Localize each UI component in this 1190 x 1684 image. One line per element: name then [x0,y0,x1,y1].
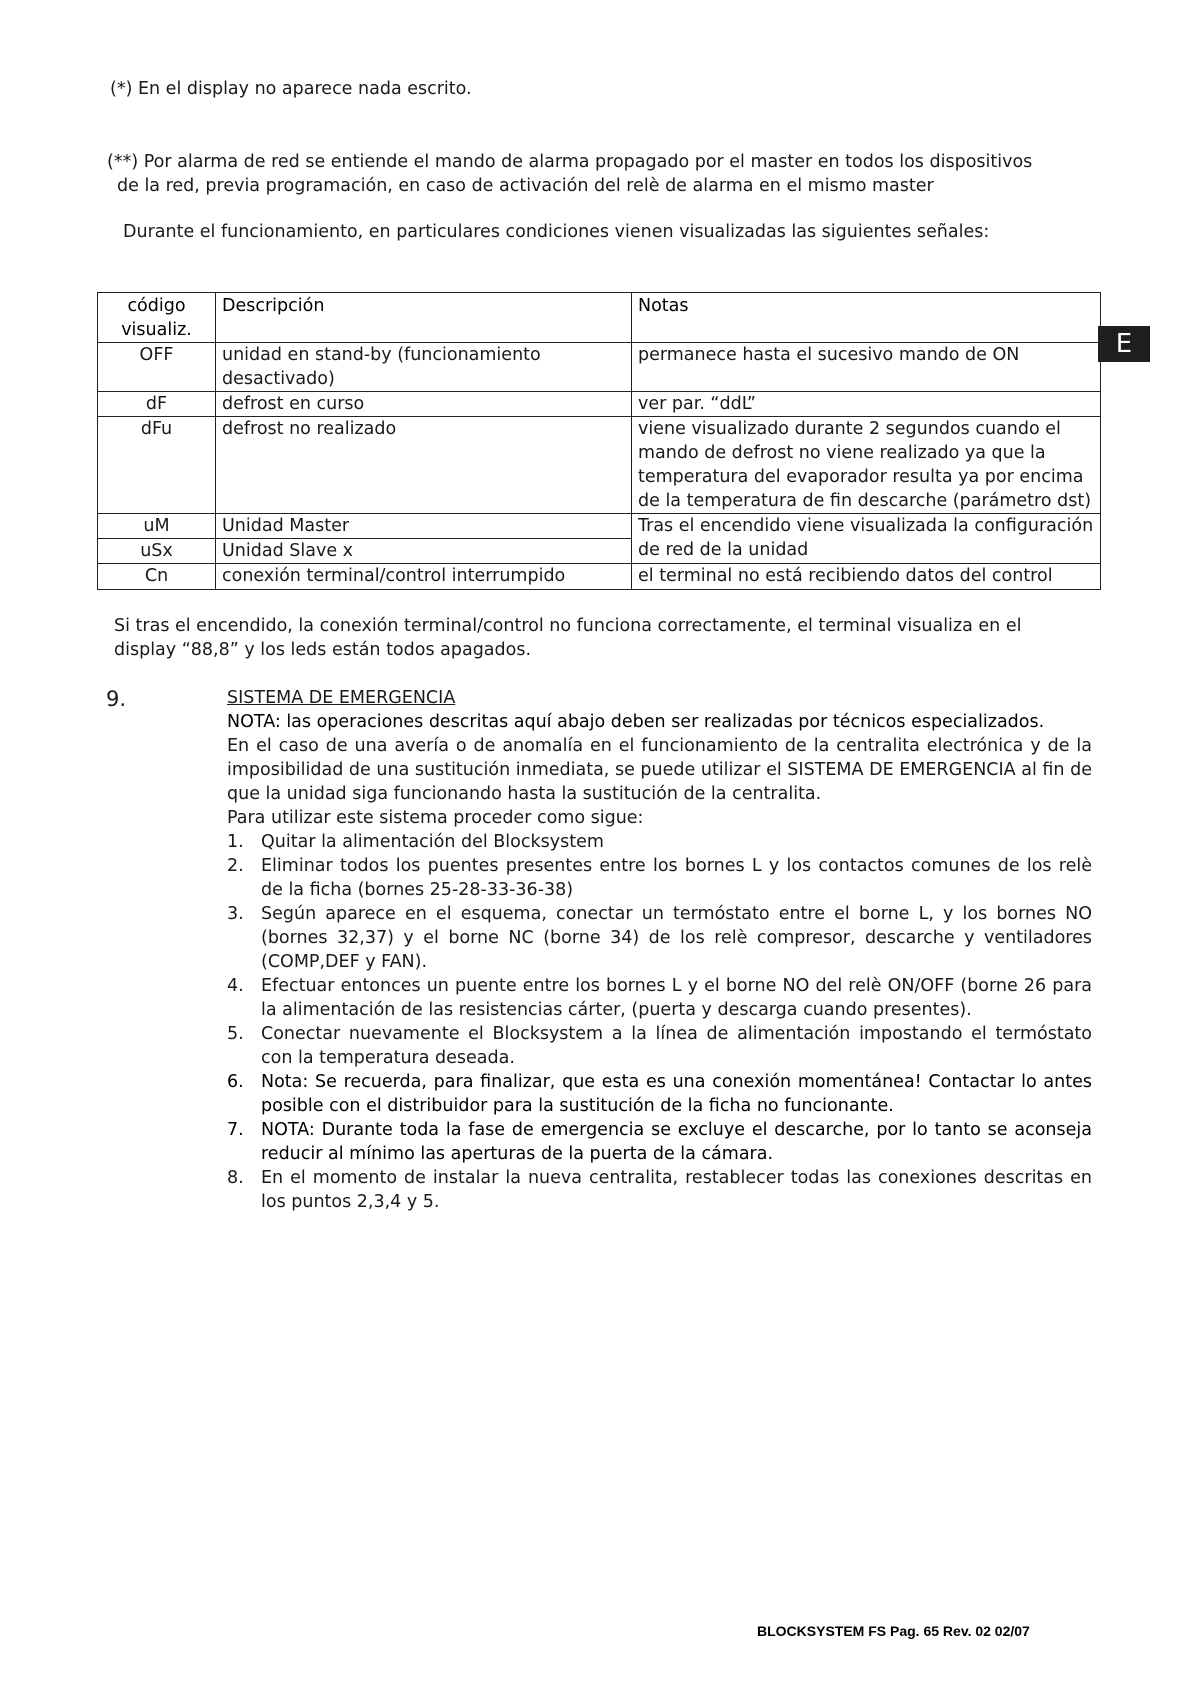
step-text: NOTA: Durante toda la fase de emergencia se excluye el descarche, por lo tanto se aconseja reducir al mínimo las aperturas de la puerta de la cámara. [261,1120,1092,1164]
step-number: 6. [227,1072,244,1092]
step-text: Nota: Se recuerda, para finalizar, que esta es una conexión momentánea! Contactar lo antes posible con el distribuidor para la sustitución de la ficha no funcionante. [261,1072,1092,1116]
header-code-line2: visualiz. [121,320,192,340]
signals-intro: Durante el funcionamiento, en particulares condiciones vienen visualizadas las siguientes señales: [123,222,990,242]
header-description: Descripción [216,293,632,343]
step-number: 5. [227,1024,244,1044]
list-item [227,1118,1092,1166]
step-text: Quitar la alimentación del Blocksystem [261,832,604,852]
notes-cell: ver par. “ddL” [632,392,1101,417]
list-item [227,1166,1092,1214]
procedure-steps [227,830,1092,1214]
code-cell: OFF [98,343,216,392]
step-number: 8. [227,1168,244,1188]
code-cell: dF [98,392,216,417]
description-cell: defrost no realizado [216,417,632,514]
footnote-display: (*) En el display no aparece nada escrito. [110,79,472,99]
code-cell: Cn [98,564,216,590]
notes-cell: permanece hasta el sucesivo mando de ON [632,343,1101,392]
step-text: Efectuar entonces un puente entre los bornes L y el borne NO del relè ON/OFF (borne 26 para la alimentación de las resistencias cárter, (puerta y descarga cuando presentes). [261,976,1092,1020]
code-cell: dFu [98,417,216,514]
footnote-network-alarm-line2: de la red, previa programación, en caso de activación del relè de alarma en el mismo master [117,176,934,196]
table-row [98,564,1101,590]
footnote-network-alarm-line1: (**) Por alarma de red se entiende el mando de alarma propagado por el master en todos los dispositivos [107,152,1033,172]
table-row [98,343,1101,392]
header-code [98,293,216,343]
description-cell: Unidad Master [216,514,632,539]
step-text: En el momento de instalar la nueva centralita, restablecer todas las conexiones descritas en los puntos 2,3,4 y 5. [261,1168,1092,1212]
language-tab: E [1098,326,1150,362]
list-item [227,1070,1092,1118]
notes-cell: el terminal no está recibiendo datos del control [632,564,1101,590]
code-cell: uSx [98,539,216,564]
step-number: 4. [227,976,244,996]
table-row [98,514,1101,539]
description-cell: unidad en stand-by (funcionamiento desactivado) [216,343,632,392]
step-number: 7. [227,1120,244,1140]
description-cell: conexión terminal/control interrumpido [216,564,632,590]
description-cell: Unidad Slave x [216,539,632,564]
step-text: Eliminar todos los puentes presentes entre los bornes L y los contactos comunes de los relè de la ficha (bornes 25-28-33-36-38) [261,856,1092,900]
section-title: SISTEMA DE EMERGENCIA [227,688,456,708]
list-item [227,1022,1092,1070]
section-paragraph: En el caso de una avería o de anomalía en el funcionamiento de la centralita electrónica y de la imposibilidad de una sustitución inmediata, se puede utilizar el SISTEMA DE EMERGENCIA al fin de que la unidad siga funcionando hasta la sustitución de la centralita. [227,736,1092,804]
header-notes: Notas [632,293,1101,343]
header-code-line1: código [127,296,186,316]
table-header-row [98,293,1101,343]
step-number: 3. [227,904,244,924]
step-text: Conectar nuevamente el Blocksystem a la línea de alimentación impostando el termóstato con la temperatura deseada. [261,1024,1092,1068]
notes-cell: viene visualizado durante 2 segundos cuando el mando de defrost no viene realizado ya que la temperatura del evaporador resulta ya por encima de la temperatura de fin descarche (parámetro dst) [632,417,1101,514]
footnote-network-alarm [107,150,1087,198]
list-item [227,974,1092,1022]
table-row [98,417,1101,514]
emergency-section [227,686,1092,1214]
display-codes-table [97,292,1101,590]
page-footer: BLOCKSYSTEM FS Pag. 65 Rev. 02 02/07 [757,1623,1030,1639]
step-number: 2. [227,856,244,876]
step-number: 1. [227,832,244,852]
section-number: 9. [106,687,127,711]
list-item [227,902,1092,974]
notes-cell: Tras el encendido viene visualizada la configuración de red de la unidad [632,514,1101,564]
list-item [227,830,1092,854]
description-cell: defrost en curso [216,392,632,417]
procedure-intro: Para utilizar este sistema proceder como sigue: [227,808,644,828]
section-warning-note: NOTA: las operaciones descritas aquí abajo deben ser realizadas por técnicos especializados. [227,712,1045,732]
step-text: Según aparece en el esquema, conectar un termóstato entre el borne L, y los bornes NO (bornes 32,37) y el borne NC (borne 34) de los relè compresor, descarche y ventiladores (COMP,DEF y FAN). [261,904,1092,972]
code-cell: uM [98,514,216,539]
table-row [98,392,1101,417]
list-item [227,854,1092,902]
startup-connection-note: Si tras el encendido, la conexión terminal/control no funciona correctamente, el terminal visualiza en el display “88,8” y los leds están todos apagados. [114,616,1022,660]
